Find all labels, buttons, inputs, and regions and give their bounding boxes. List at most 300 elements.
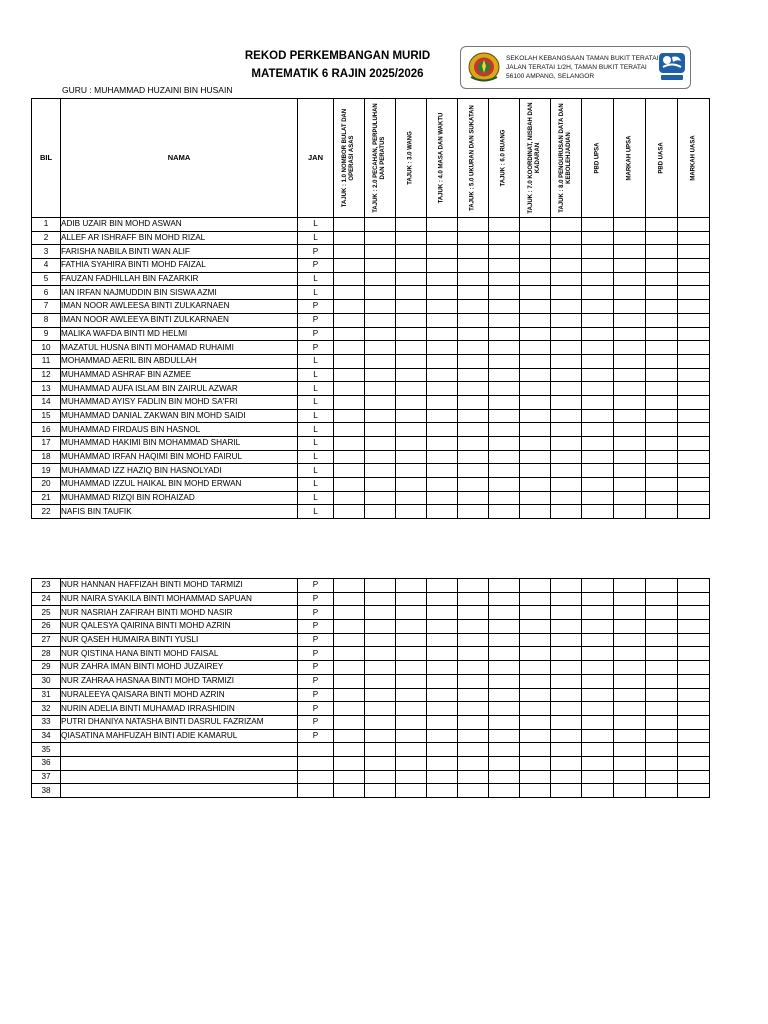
score-cell-t2[interactable] [365, 579, 396, 593]
score-cell-t7[interactable] [520, 231, 551, 245]
score-cell-t5[interactable] [458, 231, 489, 245]
score-cell-t7[interactable] [520, 770, 551, 784]
score-cell-markah-uasa[interactable] [678, 743, 710, 757]
score-cell-t5[interactable] [458, 715, 489, 729]
score-cell-pbd-uasa[interactable] [646, 300, 678, 314]
score-cell-t4[interactable] [427, 715, 458, 729]
score-cell-t3[interactable] [396, 661, 427, 675]
score-cell-t4[interactable] [427, 300, 458, 314]
score-cell-pbd-upsa[interactable] [582, 245, 614, 259]
score-cell-t6[interactable] [489, 272, 520, 286]
score-cell-t8[interactable] [551, 354, 582, 368]
score-cell-t1[interactable] [334, 715, 365, 729]
score-cell-t4[interactable] [427, 702, 458, 716]
score-cell-t2[interactable] [365, 327, 396, 341]
score-cell-t2[interactable] [365, 647, 396, 661]
score-cell-t3[interactable] [396, 756, 427, 770]
score-cell-t4[interactable] [427, 674, 458, 688]
score-cell-pbd-upsa[interactable] [582, 702, 614, 716]
score-cell-pbd-uasa[interactable] [646, 756, 678, 770]
score-cell-pbd-upsa[interactable] [582, 341, 614, 355]
score-cell-pbd-upsa[interactable] [582, 770, 614, 784]
score-cell-markah-uasa[interactable] [678, 633, 710, 647]
score-cell-t3[interactable] [396, 395, 427, 409]
score-cell-t5[interactable] [458, 300, 489, 314]
score-cell-markah-upsa[interactable] [614, 770, 646, 784]
score-cell-pbd-uasa[interactable] [646, 450, 678, 464]
score-cell-t4[interactable] [427, 756, 458, 770]
score-cell-t5[interactable] [458, 491, 489, 505]
score-cell-t5[interactable] [458, 633, 489, 647]
score-cell-t5[interactable] [458, 702, 489, 716]
score-cell-t4[interactable] [427, 409, 458, 423]
score-cell-markah-upsa[interactable] [614, 702, 646, 716]
score-cell-t8[interactable] [551, 674, 582, 688]
score-cell-pbd-uasa[interactable] [646, 313, 678, 327]
score-cell-pbd-upsa[interactable] [582, 395, 614, 409]
score-cell-t1[interactable] [334, 729, 365, 743]
score-cell-t4[interactable] [427, 606, 458, 620]
score-cell-markah-uasa[interactable] [678, 464, 710, 478]
score-cell-t4[interactable] [427, 770, 458, 784]
score-cell-t6[interactable] [489, 327, 520, 341]
score-cell-markah-upsa[interactable] [614, 505, 646, 519]
score-cell-markah-upsa[interactable] [614, 579, 646, 593]
score-cell-markah-uasa[interactable] [678, 478, 710, 492]
score-cell-pbd-uasa[interactable] [646, 327, 678, 341]
score-cell-t8[interactable] [551, 702, 582, 716]
score-cell-t3[interactable] [396, 341, 427, 355]
score-cell-t1[interactable] [334, 674, 365, 688]
score-cell-pbd-upsa[interactable] [582, 715, 614, 729]
score-cell-markah-upsa[interactable] [614, 715, 646, 729]
score-cell-t2[interactable] [365, 620, 396, 634]
score-cell-t7[interactable] [520, 715, 551, 729]
score-cell-pbd-uasa[interactable] [646, 715, 678, 729]
score-cell-markah-upsa[interactable] [614, 423, 646, 437]
score-cell-t1[interactable] [334, 272, 365, 286]
score-cell-t1[interactable] [334, 327, 365, 341]
score-cell-t8[interactable] [551, 437, 582, 451]
score-cell-t3[interactable] [396, 245, 427, 259]
score-cell-t6[interactable] [489, 674, 520, 688]
score-cell-t2[interactable] [365, 382, 396, 396]
score-cell-t2[interactable] [365, 505, 396, 519]
score-cell-t4[interactable] [427, 272, 458, 286]
score-cell-pbd-uasa[interactable] [646, 382, 678, 396]
score-cell-markah-upsa[interactable] [614, 286, 646, 300]
score-cell-markah-upsa[interactable] [614, 272, 646, 286]
score-cell-t6[interactable] [489, 688, 520, 702]
score-cell-t1[interactable] [334, 423, 365, 437]
score-cell-t2[interactable] [365, 729, 396, 743]
score-cell-markah-upsa[interactable] [614, 729, 646, 743]
score-cell-pbd-upsa[interactable] [582, 620, 614, 634]
score-cell-t8[interactable] [551, 606, 582, 620]
score-cell-t3[interactable] [396, 702, 427, 716]
score-cell-t3[interactable] [396, 464, 427, 478]
score-cell-pbd-uasa[interactable] [646, 491, 678, 505]
score-cell-t6[interactable] [489, 313, 520, 327]
score-cell-t2[interactable] [365, 218, 396, 232]
score-cell-t4[interactable] [427, 286, 458, 300]
score-cell-markah-upsa[interactable] [614, 368, 646, 382]
score-cell-t1[interactable] [334, 688, 365, 702]
score-cell-t7[interactable] [520, 743, 551, 757]
score-cell-t1[interactable] [334, 341, 365, 355]
score-cell-t3[interactable] [396, 272, 427, 286]
score-cell-pbd-upsa[interactable] [582, 606, 614, 620]
score-cell-t7[interactable] [520, 437, 551, 451]
score-cell-t2[interactable] [365, 437, 396, 451]
score-cell-t2[interactable] [365, 313, 396, 327]
score-cell-markah-uasa[interactable] [678, 286, 710, 300]
score-cell-t2[interactable] [365, 592, 396, 606]
score-cell-t4[interactable] [427, 313, 458, 327]
score-cell-t4[interactable] [427, 341, 458, 355]
score-cell-t8[interactable] [551, 231, 582, 245]
score-cell-pbd-uasa[interactable] [646, 286, 678, 300]
score-cell-pbd-upsa[interactable] [582, 756, 614, 770]
score-cell-t8[interactable] [551, 478, 582, 492]
score-cell-pbd-uasa[interactable] [646, 478, 678, 492]
score-cell-t6[interactable] [489, 715, 520, 729]
score-cell-markah-upsa[interactable] [614, 633, 646, 647]
score-cell-t3[interactable] [396, 368, 427, 382]
score-cell-t8[interactable] [551, 409, 582, 423]
score-cell-t3[interactable] [396, 729, 427, 743]
score-cell-t5[interactable] [458, 478, 489, 492]
score-cell-t5[interactable] [458, 437, 489, 451]
score-cell-pbd-upsa[interactable] [582, 286, 614, 300]
score-cell-pbd-upsa[interactable] [582, 368, 614, 382]
score-cell-t2[interactable] [365, 300, 396, 314]
score-cell-pbd-upsa[interactable] [582, 300, 614, 314]
score-cell-markah-uasa[interactable] [678, 354, 710, 368]
score-cell-t3[interactable] [396, 409, 427, 423]
score-cell-t8[interactable] [551, 313, 582, 327]
score-cell-pbd-uasa[interactable] [646, 409, 678, 423]
score-cell-t7[interactable] [520, 409, 551, 423]
score-cell-pbd-upsa[interactable] [582, 505, 614, 519]
score-cell-t7[interactable] [520, 395, 551, 409]
score-cell-t3[interactable] [396, 382, 427, 396]
score-cell-t5[interactable] [458, 688, 489, 702]
score-cell-markah-uasa[interactable] [678, 450, 710, 464]
score-cell-t8[interactable] [551, 579, 582, 593]
score-cell-t3[interactable] [396, 592, 427, 606]
score-cell-markah-uasa[interactable] [678, 259, 710, 273]
score-cell-t5[interactable] [458, 464, 489, 478]
score-cell-pbd-upsa[interactable] [582, 592, 614, 606]
score-cell-pbd-upsa[interactable] [582, 579, 614, 593]
score-cell-markah-upsa[interactable] [614, 327, 646, 341]
score-cell-t5[interactable] [458, 313, 489, 327]
score-cell-t8[interactable] [551, 491, 582, 505]
score-cell-pbd-uasa[interactable] [646, 395, 678, 409]
score-cell-markah-uasa[interactable] [678, 341, 710, 355]
score-cell-t6[interactable] [489, 620, 520, 634]
score-cell-t7[interactable] [520, 784, 551, 798]
score-cell-t6[interactable] [489, 505, 520, 519]
score-cell-markah-uasa[interactable] [678, 674, 710, 688]
score-cell-t3[interactable] [396, 231, 427, 245]
score-cell-pbd-upsa[interactable] [582, 661, 614, 675]
score-cell-t7[interactable] [520, 729, 551, 743]
score-cell-pbd-uasa[interactable] [646, 606, 678, 620]
score-cell-markah-upsa[interactable] [614, 245, 646, 259]
score-cell-t3[interactable] [396, 354, 427, 368]
score-cell-t2[interactable] [365, 231, 396, 245]
score-cell-t7[interactable] [520, 661, 551, 675]
score-cell-t4[interactable] [427, 464, 458, 478]
score-cell-t3[interactable] [396, 633, 427, 647]
score-cell-t1[interactable] [334, 245, 365, 259]
score-cell-t8[interactable] [551, 395, 582, 409]
score-cell-pbd-uasa[interactable] [646, 505, 678, 519]
score-cell-markah-upsa[interactable] [614, 478, 646, 492]
score-cell-markah-upsa[interactable] [614, 784, 646, 798]
score-cell-t2[interactable] [365, 478, 396, 492]
score-cell-t5[interactable] [458, 395, 489, 409]
score-cell-t7[interactable] [520, 341, 551, 355]
score-cell-t1[interactable] [334, 620, 365, 634]
score-cell-t5[interactable] [458, 327, 489, 341]
score-cell-markah-uasa[interactable] [678, 231, 710, 245]
score-cell-markah-upsa[interactable] [614, 647, 646, 661]
score-cell-t1[interactable] [334, 395, 365, 409]
score-cell-markah-uasa[interactable] [678, 382, 710, 396]
score-cell-t7[interactable] [520, 674, 551, 688]
score-cell-t3[interactable] [396, 491, 427, 505]
score-cell-t3[interactable] [396, 606, 427, 620]
score-cell-pbd-uasa[interactable] [646, 259, 678, 273]
score-cell-t2[interactable] [365, 450, 396, 464]
score-cell-markah-upsa[interactable] [614, 491, 646, 505]
score-cell-markah-uasa[interactable] [678, 245, 710, 259]
score-cell-t2[interactable] [365, 688, 396, 702]
score-cell-t7[interactable] [520, 620, 551, 634]
score-cell-pbd-upsa[interactable] [582, 491, 614, 505]
score-cell-t6[interactable] [489, 423, 520, 437]
score-cell-t3[interactable] [396, 327, 427, 341]
score-cell-t1[interactable] [334, 368, 365, 382]
score-cell-t6[interactable] [489, 450, 520, 464]
score-cell-pbd-uasa[interactable] [646, 341, 678, 355]
score-cell-markah-upsa[interactable] [614, 606, 646, 620]
score-cell-markah-uasa[interactable] [678, 647, 710, 661]
score-cell-t4[interactable] [427, 245, 458, 259]
score-cell-t4[interactable] [427, 382, 458, 396]
score-cell-t3[interactable] [396, 423, 427, 437]
score-cell-t2[interactable] [365, 715, 396, 729]
score-cell-pbd-upsa[interactable] [582, 674, 614, 688]
score-cell-t2[interactable] [365, 368, 396, 382]
score-cell-markah-uasa[interactable] [678, 592, 710, 606]
score-cell-t1[interactable] [334, 409, 365, 423]
score-cell-pbd-uasa[interactable] [646, 368, 678, 382]
score-cell-t1[interactable] [334, 259, 365, 273]
score-cell-t5[interactable] [458, 450, 489, 464]
score-cell-t1[interactable] [334, 784, 365, 798]
score-cell-t8[interactable] [551, 743, 582, 757]
score-cell-t6[interactable] [489, 341, 520, 355]
score-cell-markah-uasa[interactable] [678, 784, 710, 798]
score-cell-t8[interactable] [551, 688, 582, 702]
score-cell-t7[interactable] [520, 592, 551, 606]
score-cell-t4[interactable] [427, 784, 458, 798]
score-cell-t5[interactable] [458, 674, 489, 688]
score-cell-pbd-uasa[interactable] [646, 354, 678, 368]
score-cell-t7[interactable] [520, 702, 551, 716]
score-cell-t8[interactable] [551, 661, 582, 675]
score-cell-t7[interactable] [520, 245, 551, 259]
score-cell-t3[interactable] [396, 505, 427, 519]
score-cell-t1[interactable] [334, 382, 365, 396]
score-cell-t1[interactable] [334, 478, 365, 492]
score-cell-t6[interactable] [489, 633, 520, 647]
score-cell-t6[interactable] [489, 592, 520, 606]
score-cell-t2[interactable] [365, 674, 396, 688]
score-cell-markah-upsa[interactable] [614, 341, 646, 355]
score-cell-t7[interactable] [520, 478, 551, 492]
score-cell-t4[interactable] [427, 218, 458, 232]
score-cell-pbd-upsa[interactable] [582, 409, 614, 423]
score-cell-t6[interactable] [489, 647, 520, 661]
score-cell-markah-upsa[interactable] [614, 450, 646, 464]
score-cell-t3[interactable] [396, 688, 427, 702]
score-cell-t8[interactable] [551, 505, 582, 519]
score-cell-t5[interactable] [458, 661, 489, 675]
score-cell-pbd-uasa[interactable] [646, 688, 678, 702]
score-cell-t8[interactable] [551, 300, 582, 314]
score-cell-markah-uasa[interactable] [678, 579, 710, 593]
score-cell-t8[interactable] [551, 647, 582, 661]
score-cell-t6[interactable] [489, 437, 520, 451]
score-cell-t4[interactable] [427, 729, 458, 743]
score-cell-t5[interactable] [458, 756, 489, 770]
score-cell-t1[interactable] [334, 505, 365, 519]
score-cell-markah-upsa[interactable] [614, 382, 646, 396]
score-cell-t2[interactable] [365, 633, 396, 647]
score-cell-t3[interactable] [396, 286, 427, 300]
score-cell-pbd-upsa[interactable] [582, 423, 614, 437]
score-cell-t7[interactable] [520, 464, 551, 478]
score-cell-t7[interactable] [520, 272, 551, 286]
score-cell-t5[interactable] [458, 272, 489, 286]
score-cell-t4[interactable] [427, 368, 458, 382]
score-cell-pbd-upsa[interactable] [582, 784, 614, 798]
score-cell-t4[interactable] [427, 633, 458, 647]
score-cell-t5[interactable] [458, 505, 489, 519]
score-cell-t6[interactable] [489, 702, 520, 716]
score-cell-t8[interactable] [551, 450, 582, 464]
score-cell-t7[interactable] [520, 606, 551, 620]
score-cell-pbd-upsa[interactable] [582, 259, 614, 273]
score-cell-t1[interactable] [334, 702, 365, 716]
score-cell-t6[interactable] [489, 354, 520, 368]
score-cell-markah-uasa[interactable] [678, 756, 710, 770]
score-cell-markah-uasa[interactable] [678, 300, 710, 314]
score-cell-t7[interactable] [520, 300, 551, 314]
score-cell-markah-upsa[interactable] [614, 756, 646, 770]
score-cell-t7[interactable] [520, 505, 551, 519]
score-cell-markah-upsa[interactable] [614, 661, 646, 675]
score-cell-t8[interactable] [551, 729, 582, 743]
score-cell-t1[interactable] [334, 218, 365, 232]
score-cell-t1[interactable] [334, 300, 365, 314]
score-cell-t4[interactable] [427, 647, 458, 661]
score-cell-t6[interactable] [489, 661, 520, 675]
score-cell-t3[interactable] [396, 437, 427, 451]
score-cell-t2[interactable] [365, 245, 396, 259]
score-cell-t7[interactable] [520, 756, 551, 770]
score-cell-t7[interactable] [520, 450, 551, 464]
score-cell-t2[interactable] [365, 423, 396, 437]
score-cell-markah-uasa[interactable] [678, 313, 710, 327]
score-cell-markah-upsa[interactable] [614, 688, 646, 702]
score-cell-t2[interactable] [365, 409, 396, 423]
score-cell-markah-upsa[interactable] [614, 300, 646, 314]
score-cell-pbd-uasa[interactable] [646, 437, 678, 451]
score-cell-t8[interactable] [551, 245, 582, 259]
score-cell-t1[interactable] [334, 491, 365, 505]
score-cell-t1[interactable] [334, 313, 365, 327]
score-cell-markah-upsa[interactable] [614, 218, 646, 232]
score-cell-t6[interactable] [489, 784, 520, 798]
score-cell-t5[interactable] [458, 647, 489, 661]
score-cell-pbd-upsa[interactable] [582, 354, 614, 368]
score-cell-pbd-uasa[interactable] [646, 579, 678, 593]
score-cell-t5[interactable] [458, 354, 489, 368]
score-cell-t1[interactable] [334, 231, 365, 245]
score-cell-t4[interactable] [427, 661, 458, 675]
score-cell-t8[interactable] [551, 286, 582, 300]
score-cell-t5[interactable] [458, 286, 489, 300]
score-cell-t4[interactable] [427, 327, 458, 341]
score-cell-t6[interactable] [489, 464, 520, 478]
score-cell-t5[interactable] [458, 592, 489, 606]
score-cell-markah-uasa[interactable] [678, 395, 710, 409]
score-cell-pbd-upsa[interactable] [582, 743, 614, 757]
score-cell-t1[interactable] [334, 579, 365, 593]
score-cell-pbd-upsa[interactable] [582, 231, 614, 245]
score-cell-t5[interactable] [458, 606, 489, 620]
score-cell-t1[interactable] [334, 450, 365, 464]
score-cell-t7[interactable] [520, 313, 551, 327]
score-cell-t5[interactable] [458, 341, 489, 355]
score-cell-t5[interactable] [458, 368, 489, 382]
score-cell-t5[interactable] [458, 259, 489, 273]
score-cell-t3[interactable] [396, 715, 427, 729]
score-cell-markah-uasa[interactable] [678, 729, 710, 743]
score-cell-t2[interactable] [365, 491, 396, 505]
score-cell-t8[interactable] [551, 620, 582, 634]
score-cell-t1[interactable] [334, 592, 365, 606]
score-cell-t5[interactable] [458, 729, 489, 743]
score-cell-markah-uasa[interactable] [678, 491, 710, 505]
score-cell-t3[interactable] [396, 478, 427, 492]
score-cell-t3[interactable] [396, 647, 427, 661]
score-cell-t8[interactable] [551, 715, 582, 729]
score-cell-t5[interactable] [458, 579, 489, 593]
score-cell-t3[interactable] [396, 620, 427, 634]
score-cell-markah-upsa[interactable] [614, 743, 646, 757]
score-cell-t6[interactable] [489, 382, 520, 396]
score-cell-markah-upsa[interactable] [614, 259, 646, 273]
score-cell-t4[interactable] [427, 743, 458, 757]
score-cell-t7[interactable] [520, 647, 551, 661]
